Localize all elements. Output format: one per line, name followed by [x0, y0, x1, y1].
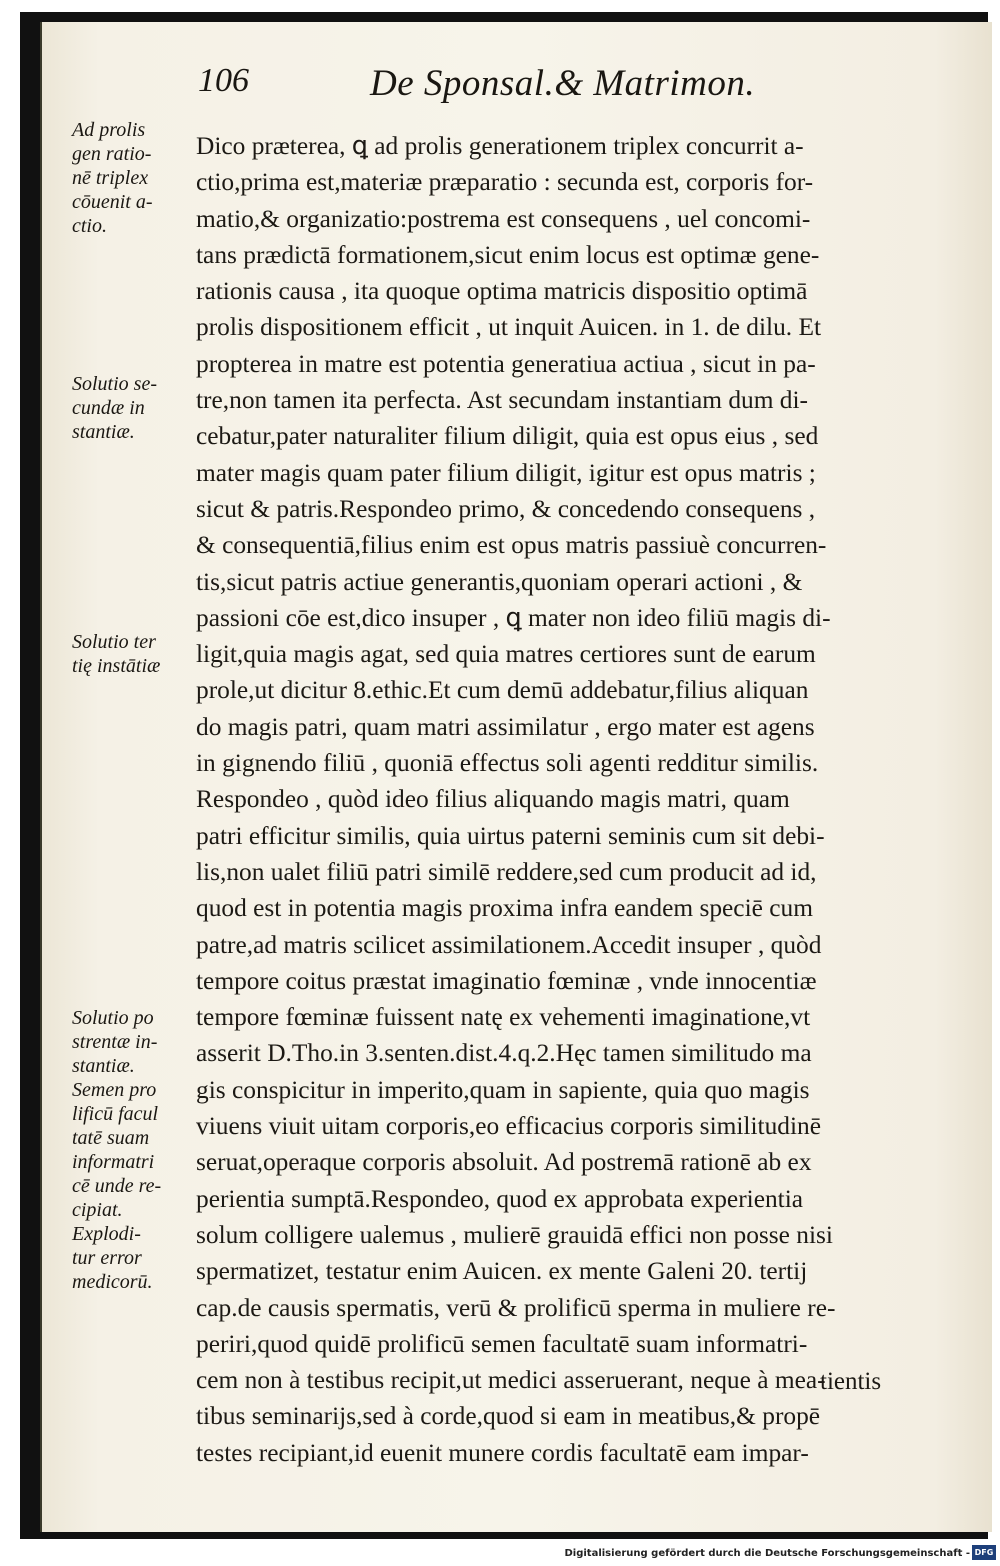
margin-note-line: nē triplex [72, 167, 149, 189]
text-line: cap.de causis spermatis, verū & prolificū sperma in muliere re- [196, 1293, 836, 1322]
margin-note-line: gen ratio- [72, 143, 152, 165]
margin-note [72, 630, 190, 678]
text-line: cebatur,pater naturaliter filium diligit, quia est opus eius , sed [196, 422, 819, 451]
margin-note-line: ctio. [72, 215, 107, 237]
margin-note-line: Solutio ter [72, 631, 156, 653]
body-text [196, 128, 948, 1471]
text-line: ctio,prima est,materiæ præparatio : secunda est, corporis for- [196, 168, 814, 197]
margin-note [72, 118, 190, 238]
text-line: solum colligere ualemus , mulierē grauidā effici non posse nisi [196, 1220, 833, 1249]
margin-note-line: tur error [72, 1247, 142, 1269]
margin-note [72, 1006, 190, 1294]
margin-note-line: stantiæ. [72, 421, 135, 443]
text-line: & consequentiā,filius enim est opus matris passiuè concurren- [196, 531, 827, 560]
text-line: cem non à testibus recipit,ut medici asseruerant, neque à mea- [196, 1366, 826, 1395]
margin-note-line: tatē suam [72, 1127, 150, 1149]
margin-note-line: cōuenit a- [72, 191, 153, 213]
text-line: prole,ut dicitur 8.ethic.Et cum demū addebatur,filius aliquan [196, 676, 809, 705]
text-line: tis,sicut patris actiue generantis,quoniam operari actioni , & [196, 567, 803, 596]
running-title: De Sponsal.& Matrimon. [370, 63, 756, 104]
text-line: Respondeo , quòd ideo filius aliquando magis matri, quam [196, 785, 790, 814]
text-line: tempore fœminæ fuissent natę ex vehementi imaginatione,vt [196, 1003, 811, 1032]
text-line: in gignendo filiū , quoniā effectus soli agenti redditur similis. [196, 749, 819, 778]
text-line: spermatizet, testatur enim Auicen. ex mente Galeni 20. tertij [196, 1257, 808, 1286]
margin-note-line: lificū facul [72, 1103, 159, 1125]
text-line: do magis patri, quam matri assimilatur , ergo mater est agens [196, 712, 815, 741]
text-line: rationis causa , ita quoque optima matricis dispositio optimā [196, 277, 808, 306]
margin-note-line: strentæ in- [72, 1031, 158, 1053]
margin-note-line: Solutio po [72, 1007, 154, 1029]
text-line: viuens viuit uitam corporis,eo efficacius corporis similitudinē [196, 1112, 821, 1141]
dfg-logo: DFG [972, 1545, 996, 1560]
text-line: sicut & patris.Respondeo primo, & concedendo consequens , [196, 494, 816, 523]
margin-note-line: Semen pro [72, 1079, 157, 1101]
digitization-credit: Digitalisierung gefördert durch die Deutsche Forschungsgemeinschaft - [564, 1548, 970, 1559]
catchword: tientis [820, 1368, 882, 1395]
margin-note-line: Ad prolis [72, 119, 146, 141]
text-line: patre,ad matris scilicet assimilationem.Accedit insuper , quòd [196, 930, 822, 959]
text-line: periri,quod quidē prolificū semen facultatē suam informatri- [196, 1329, 808, 1358]
margin-note-line: cē unde re- [72, 1175, 162, 1197]
margin-note-line: Explodi- [72, 1223, 141, 1245]
margin-note-line: cundæ in [72, 397, 145, 419]
text-line: tempore coitus præstat imaginatio fœminæ , vnde innocentiæ [196, 966, 817, 995]
running-head [198, 62, 968, 112]
text-line: propterea in matre est potentia generatiua actiua , sicut in pa- [196, 349, 816, 378]
text-line: tre,non tamen ita perfecta. Ast secundam instantiam dum di- [196, 386, 809, 415]
text-line: quod est in potentia magis proxima infra eandem speciē cum [196, 894, 813, 923]
text-line: seruat,operaque corporis absoluit. Ad postremā rationē ab ex [196, 1148, 812, 1177]
text-line: tans prædictā formationem,sicut enim locus est optimæ gene- [196, 240, 820, 269]
margin-note-line: medicorū. [72, 1271, 153, 1293]
text-line: tibus seminarijs,sed à corde,quod si eam in meatibus,& propē [196, 1402, 821, 1431]
margin-note-line: informatri [72, 1151, 155, 1173]
text-line: mater magis quam pater filium diligit, igitur est opus matris ; [196, 458, 816, 487]
text-line: gis conspicitur in imperito,quam in sapiente, quia quo magis [196, 1075, 810, 1104]
text-line: asserit D.Tho.in 3.senten.dist.4.q.2.Hęc tamen similitudo ma [196, 1039, 812, 1068]
text-line: perientia sumptā.Respondeo, quod ex approbata experientia [196, 1184, 804, 1213]
text-line: passioni cōe est,dico insuper , ꝗ mater non ideo filiū magis di- [196, 603, 831, 632]
text-line: patri efficitur similis, quia uirtus paterni seminis cum sit debi- [196, 821, 825, 850]
text-line: prolis dispositionem efficit , ut inquit Auicen. in 1. de dilu. Et [196, 313, 822, 342]
text-line: testes recipiant,id euenit munere cordis facultatē eam impar- [196, 1438, 809, 1467]
page-number: 106 [198, 62, 249, 99]
margin-note-line: Solutio se- [72, 373, 157, 395]
text-line: lis,non ualet filiū patri similē reddere,sed cum producit ad id, [196, 857, 817, 886]
margin-note-line: stantiæ. [72, 1055, 135, 1077]
margin-note [72, 372, 190, 444]
text-line: ligit,quia magis agat, sed quia matres certiores sunt de earum [196, 640, 816, 669]
text-line: Dico præterea, ꝗ ad prolis generationem triplex concurrit a- [196, 132, 804, 160]
text-line: matio,& organizatio:postrema est consequens , uel concomi- [196, 204, 811, 233]
margin-note-line: tię instātiæ [72, 655, 161, 677]
margin-note-line: cipiat. [72, 1199, 123, 1221]
